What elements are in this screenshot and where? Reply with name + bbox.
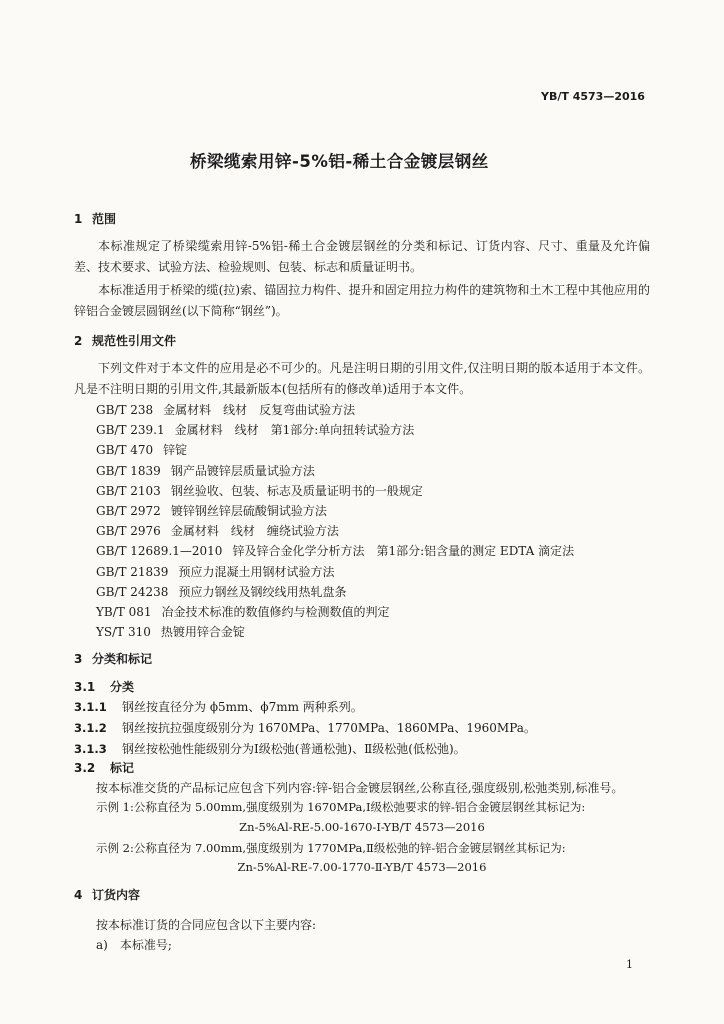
order-intro: 按本标准订货的合同应包含以下主要内容: xyxy=(96,918,317,932)
reference-item xyxy=(96,602,574,622)
reference-code: GB/T 2103 xyxy=(96,483,161,498)
reference-code: YB/T 081 xyxy=(96,604,152,619)
section-1-heading xyxy=(74,210,116,227)
clause-3-1-2 xyxy=(74,719,536,736)
marking-example-1: 示例 1:公称直径为 5.00mm,强度级别为 1670MPa,Ⅰ级松弛要求的锌-铝合金镀层钢丝其标记为: xyxy=(96,800,586,814)
section-4-heading xyxy=(74,886,140,903)
clause-3-1-1 xyxy=(74,698,363,715)
scope-paragraph-1: 本标准规定了桥梁缆索用锌-5%铝-稀土合金镀层钢丝的分类和标记、订货内容、尺寸、重量及允许偏差、技术要求、试验方法、检验规则、包装、标志和质量证明书。 xyxy=(74,239,650,274)
reference-code: GB/T 21839 xyxy=(96,564,169,579)
reference-item xyxy=(96,440,574,460)
reference-title: 热镀用锌合金锭 xyxy=(160,625,245,640)
section-3-number: 3 xyxy=(74,652,83,666)
reference-title: 预应力钢丝及钢绞线用热轧盘条 xyxy=(178,584,347,599)
section-2-number: 2 xyxy=(74,334,83,348)
reference-title: 金属材料 线材 缠绕试验方法 xyxy=(170,524,339,539)
reference-title: 镀锌钢丝锌层硫酸铜试验方法 xyxy=(170,503,327,518)
section-3-title: 分类和标记 xyxy=(92,652,153,666)
section-3-1-number: 3.1 xyxy=(74,680,96,694)
reference-title: 钢丝验收、包装、标志及质量证明书的一般规定 xyxy=(170,483,423,498)
section-3-2-heading xyxy=(74,759,134,776)
reference-title: 金属材料 线材 反复弯曲试验方法 xyxy=(163,403,356,417)
section-3-1-title: 分类 xyxy=(110,680,135,694)
reference-title: 钢产品镀锌层质量试验方法 xyxy=(170,463,315,478)
reference-item xyxy=(96,521,574,541)
reference-item xyxy=(96,481,574,501)
reference-item xyxy=(96,622,574,642)
section-4-number: 4 xyxy=(74,888,83,902)
references-intro: 下列文件对于本文件的应用是必不可少的。凡是注明日期的引用文件,仅注明日期的版本适用于本文件。凡是不注明日期的引用文件,其最新版本(包括所有的修改单)适用于本文件。 xyxy=(74,361,650,396)
reference-code: YS/T 310 xyxy=(96,625,151,640)
reference-item xyxy=(96,400,574,420)
document-title: 桥梁缆索用锌-5%铝-稀土合金镀层钢丝 xyxy=(190,152,489,171)
marking-example-2-code: Zn-5%Al-RE-7.00-1770-Ⅱ-YB/T 4573—2016 xyxy=(237,860,487,874)
reference-title: 预应力混凝土用钢材试验方法 xyxy=(178,564,335,579)
section-3-2-number: 3.2 xyxy=(74,761,96,775)
section-2-heading xyxy=(74,332,176,349)
reference-code: GB/T 239.1 xyxy=(96,423,165,438)
order-item-a: a) 本标准号; xyxy=(96,938,172,952)
normative-reference-list xyxy=(96,400,574,642)
reference-item xyxy=(96,461,574,481)
section-2-title: 规范性引用文件 xyxy=(92,334,177,348)
section-3-2-title: 标记 xyxy=(110,761,135,775)
section-3-1-heading xyxy=(74,678,134,695)
reference-item xyxy=(96,501,574,521)
reference-item xyxy=(96,562,574,582)
reference-code: GB/T 238 xyxy=(96,403,154,417)
reference-code: GB/T 470 xyxy=(96,443,154,458)
reference-title: 锌锭 xyxy=(163,443,188,458)
marking-intro: 按本标准交货的产品标记应包含下列内容:锌-铝合金镀层钢丝,公称直径,强度级别,松弛类别,标准号。 xyxy=(96,781,624,795)
clause-number: 3.1.2 xyxy=(74,721,107,735)
standard-number: YB/T 4573—2016 xyxy=(541,90,645,103)
clause-text: 钢丝按抗拉强度级别分为 1670MPa、1770MPa、1860MPa、1960MPa。 xyxy=(122,721,536,735)
reference-code: GB/T 24238 xyxy=(96,584,169,599)
scope-paragraph-2: 本标准适用于桥梁的缆(拉)索、锚固拉力构件、提升和固定用拉力构件的建筑物和土木工程中其他应用的锌铝合金镀层圆钢丝(以下简称“钢丝”)。 xyxy=(74,283,650,318)
clause-number: 3.1.1 xyxy=(74,700,107,714)
section-1-title: 范围 xyxy=(92,212,117,226)
reference-title: 冶金技术标准的数值修约与检测数值的判定 xyxy=(161,604,390,619)
page-number: 1 xyxy=(626,958,633,971)
reference-code: GB/T 1839 xyxy=(96,463,161,478)
reference-code: GB/T 2976 xyxy=(96,524,161,539)
section-3-heading xyxy=(74,650,152,667)
reference-code: GB/T 2972 xyxy=(96,503,161,518)
reference-item xyxy=(96,420,574,440)
marking-example-1-code: Zn-5%Al-RE-5.00-1670-Ⅰ-YB/T 4573—2016 xyxy=(239,820,485,834)
marking-example-2: 示例 2:公称直径为 7.00mm,强度级别为 1770MPa,Ⅱ级松弛的锌-铝合金镀层钢丝其标记为: xyxy=(96,841,566,855)
clause-text: 钢丝按松弛性能级别分为Ⅰ级松弛(普通松弛)、Ⅱ级松弛(低松弛)。 xyxy=(122,742,466,756)
section-1-number: 1 xyxy=(74,212,83,226)
clause-3-1-3 xyxy=(74,740,466,757)
reference-title: 金属材料 线材 第1部分:单向扭转试验方法 xyxy=(174,423,415,438)
section-4-title: 订货内容 xyxy=(92,888,141,902)
reference-item xyxy=(96,582,574,602)
clause-text: 钢丝按直径分为 ϕ5mm、ϕ7mm 两种系列。 xyxy=(122,700,363,714)
reference-item xyxy=(96,541,574,561)
reference-title: 锌及锌合金化学分析方法 第1部分:铝含量的测定 EDTA 滴定法 xyxy=(232,544,575,559)
reference-code: GB/T 12689.1—2010 xyxy=(96,544,223,559)
clause-number: 3.1.3 xyxy=(74,742,107,756)
